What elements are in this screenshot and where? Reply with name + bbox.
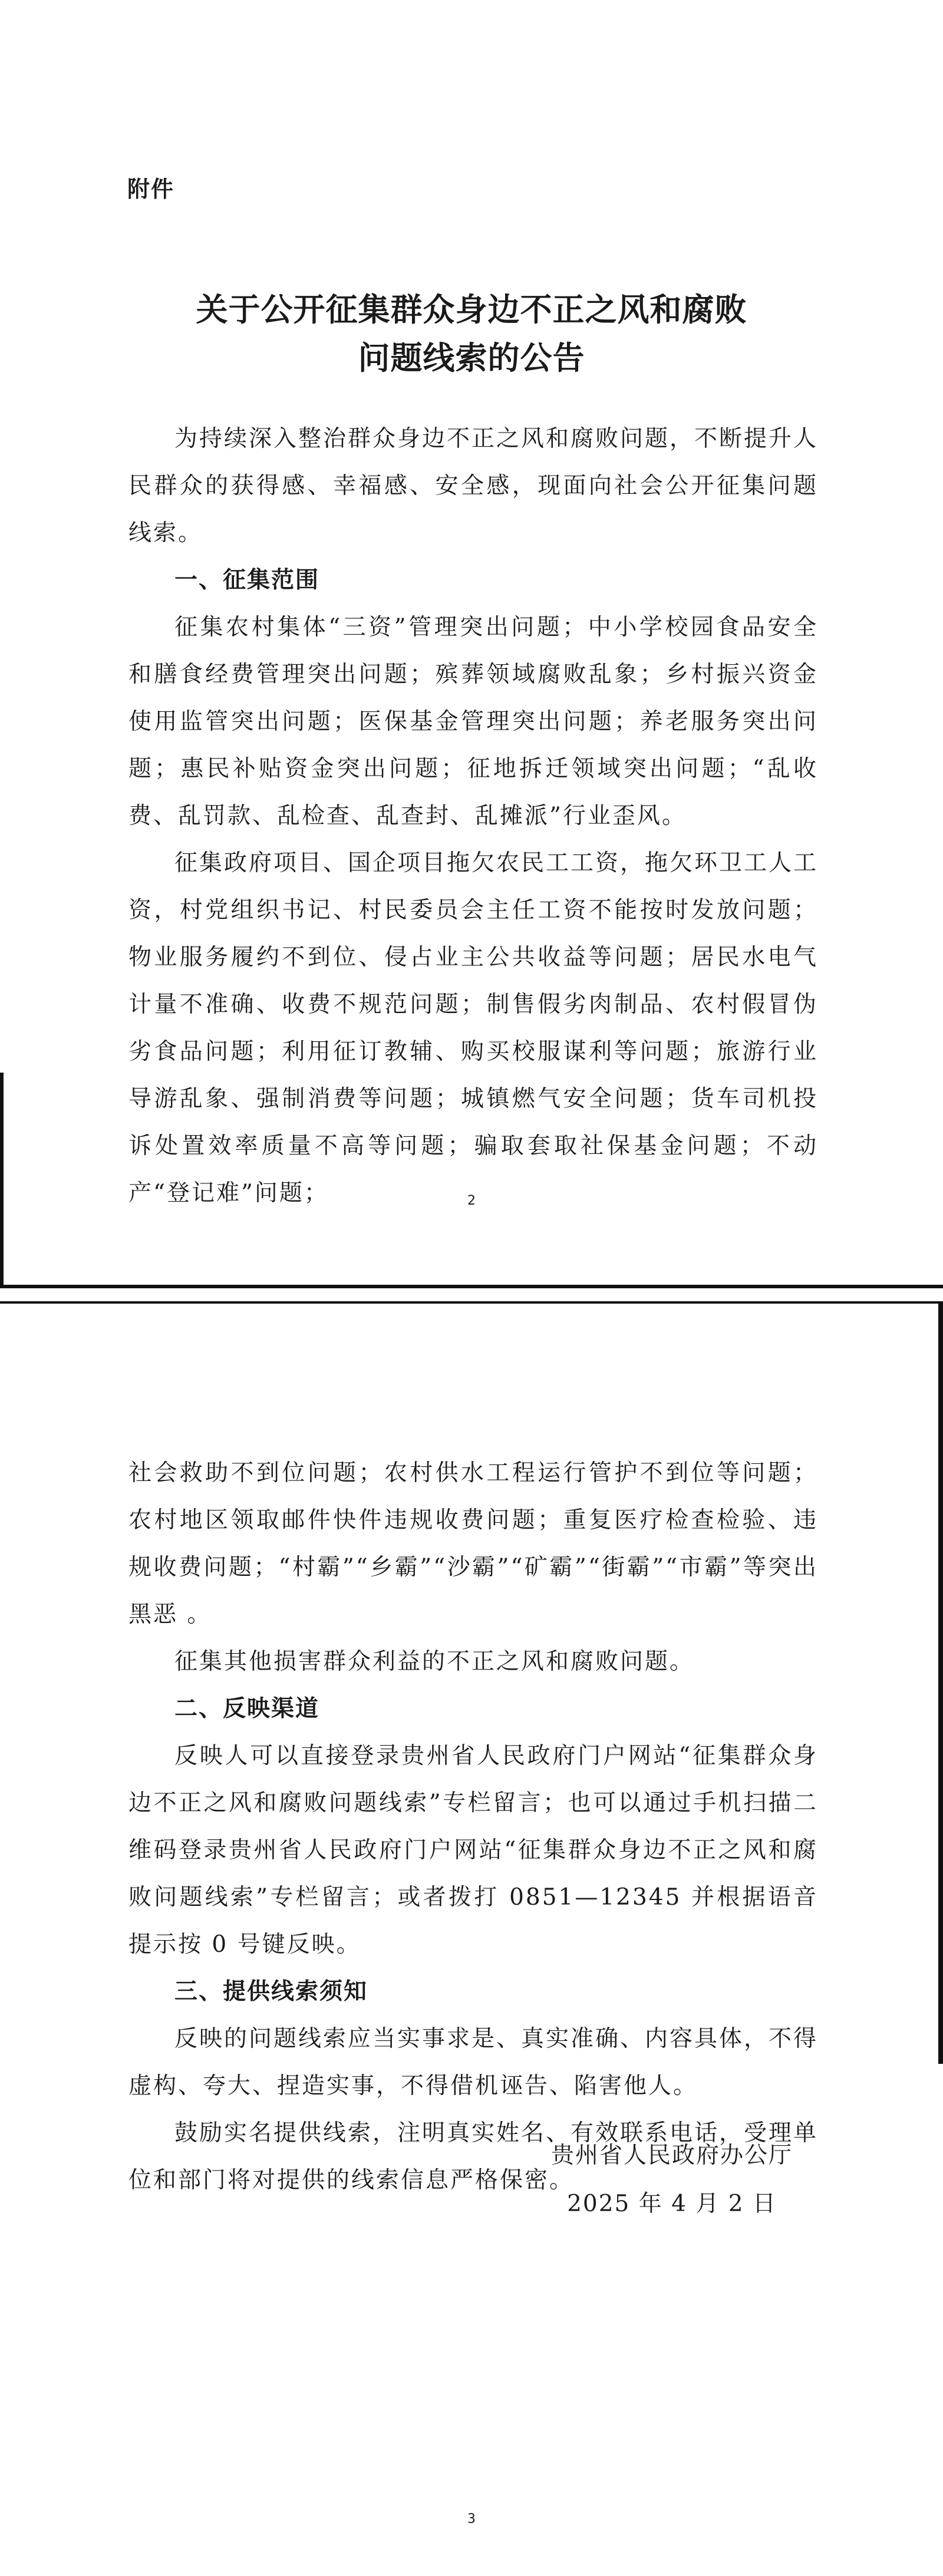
section-2-heading: 二、反映渠道 [174,1696,320,1722]
section-1-heading: 一、征集范围 [174,567,320,593]
document-title [0,286,943,382]
section-3-heading: 三、提供线索须知 [174,1978,368,2005]
title-line-1: 关于公开征集群众身边不正之风和腐败 [196,291,747,328]
section-1-paragraph-2-continued: 社会救助不到位问题；农村供水工程运行管护不到位等问题；农村地区领取邮件快件违规收费问题；重复医疗检查检验、违规收费问题；“村霸”“乡霸”“沙霸”“矿霸”“街霸”“市霸”等突出黑恶 。 [128,1460,818,1628]
section-1-paragraph-2: 征集政府项目、国企项目拖欠农民工工资，拖欠环卫工人工资，村党组织书记、村民委员会主任工资不能按时发放问题；物业服务履约不到位、侵占业主公共收益等问题；居民水电气计量不准确、收费不规范问题；制售假劣肉制品、农村假冒伪劣食品问题；利用征订教辅、购买校服谋利等问题；旅游行业导游乱象、强制消费等问题；城镇燃气安全问题；货车司机投诉处置效率质量不高等问题；骗取套取社保基金问题；不动产“登记难”问题； [128,850,819,1206]
section-2-paragraph: 反映人可以直接登录贵州省人民政府门户网站“征集群众身边不正之风和腐败问题线索”专栏留言；也可以通过手机扫描二维码登录贵州省人民政府门户网站“征集群众身边不正之风和腐败问题线索”专栏留言；或者拨打 0851—12345 并根据语音提示按 0 号键反映。 [128,1743,818,1958]
page-2-body [128,415,818,1217]
section-3-paragraph-2: 鼓励实名提供线索，注明真实姓名、有效联系电话，受理单位和部门将对提供的线索信息严格保密。 [128,2120,819,2194]
document-page-2 [0,0,943,1285]
page-number-3: 3 [467,2512,476,2526]
intro-paragraph: 为持续深入整治群众身边不正之风和腐败问题，不断提升人民群众的获得感、幸福感、安全感，现面向社会公开征集问题线索。 [128,426,819,546]
scan-edge-left [0,1073,4,1285]
signature-block [530,2132,813,2228]
signature-organization: 贵州省人民政府办公厅 [550,2142,793,2169]
section-1-paragraph-1: 征集农村集体“三资”管理突出问题；中小学校园食品安全和膳食经费管理突出问题；殡葬领域腐败乱象；乡村振兴资金使用监管突出问题；医保基金管理突出问题；养老服务突出问题；惠民补贴资金突出问题；征地拆迁领域突出问题；“乱收费、乱罚款、乱检查、乱查封、乱摊派”行业歪风。 [128,614,818,829]
signature-date: 2025 年 4 月 2 日 [567,2191,777,2217]
page-number-2: 2 [467,1193,476,1208]
page-separator [0,1285,943,1304]
section-3-paragraph-1: 反映的问题线索应当实事求是、真实准确、内容具体，不得虚构、夸大、捏造实事，不得借机诬告、陷害他人。 [128,2026,819,2099]
title-line-2: 问题线索的公告 [358,339,585,377]
scan-edge-right [938,1304,943,2064]
document-page-3 [0,1304,943,2576]
page-3-body [128,1450,818,2204]
section-1-paragraph-3: 征集其他损害群众利益的不正之风和腐败问题。 [174,1648,695,1675]
attachment-label: 附件 [127,176,175,202]
